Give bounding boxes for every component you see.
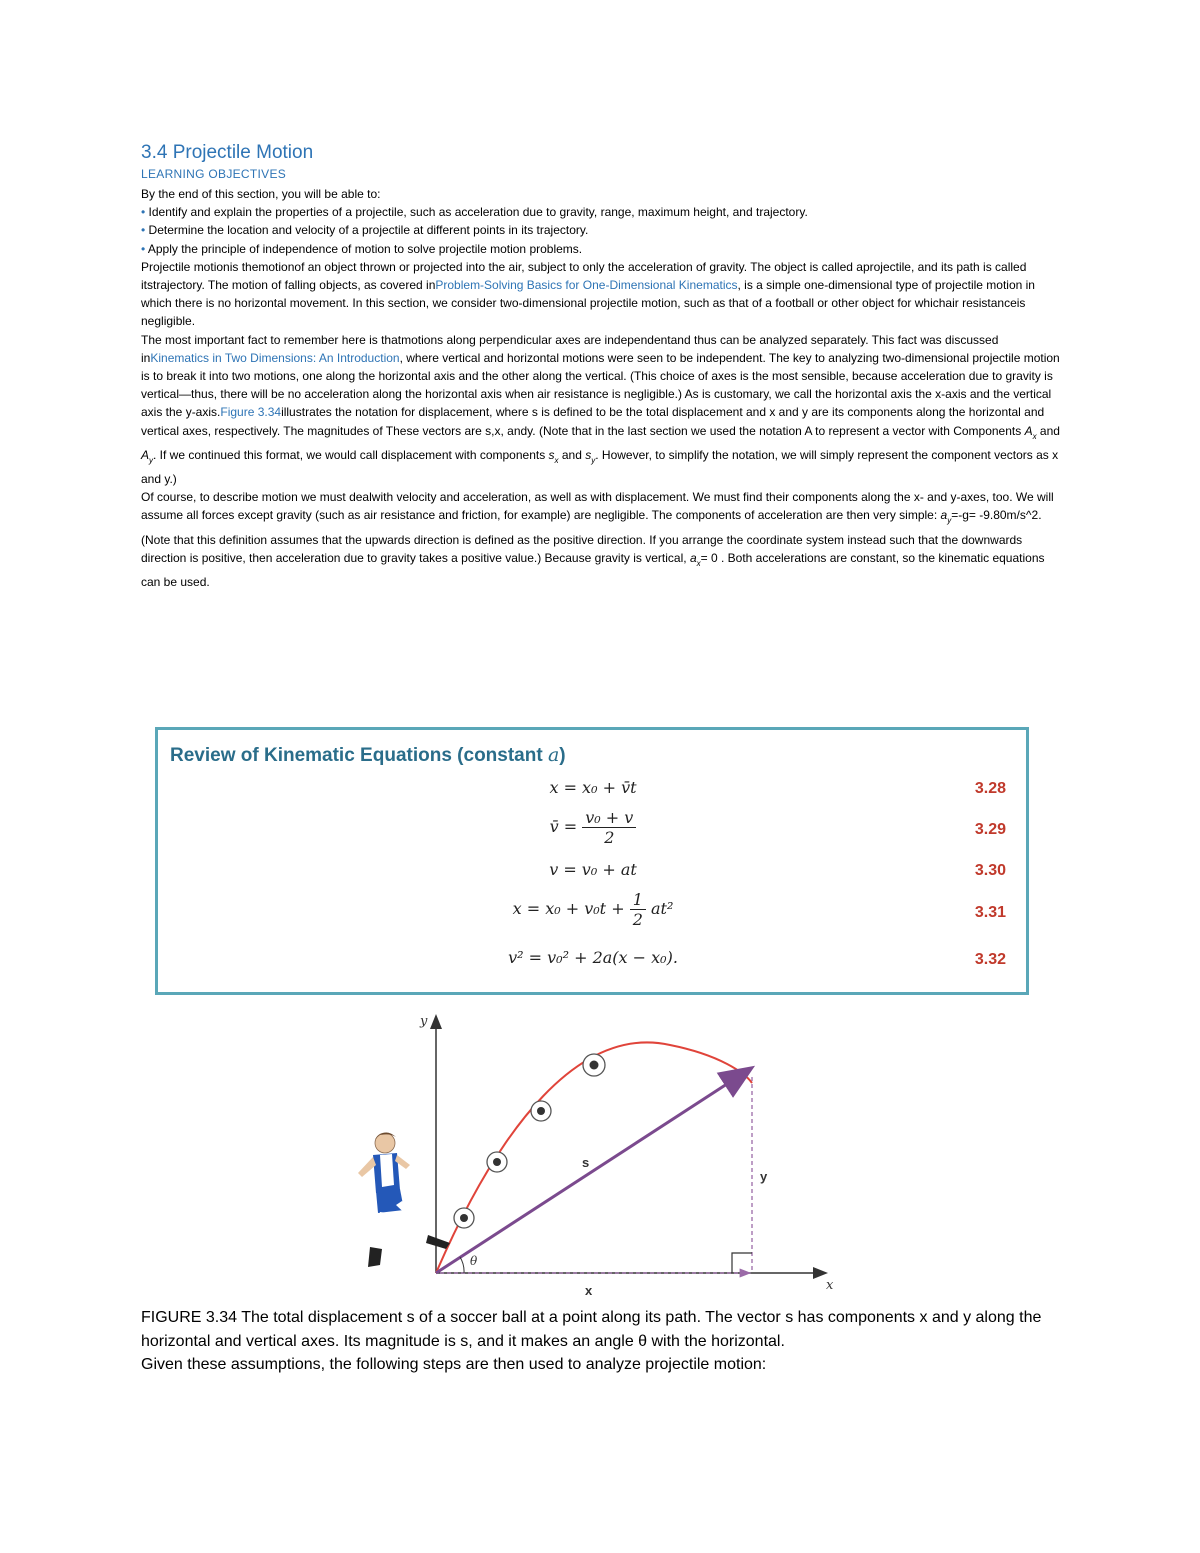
y-component-label: y <box>760 1169 768 1184</box>
s-label: s <box>582 1155 590 1170</box>
equation-3-31: x = x₀ + v₀t + $\frac{1}{2}$ at² <box>512 890 674 929</box>
body-text <box>141 185 1061 591</box>
equation-number: 3.28 <box>974 780 1006 797</box>
soccer-ball-icon <box>487 1152 507 1172</box>
link-kinematics-two-dimensions[interactable]: Kinematics in Two Dimensions: An Introduction <box>150 350 400 365</box>
x-axis-label: x <box>826 1278 834 1293</box>
equation-3-28: x = x₀ + v̄t <box>549 778 637 797</box>
bullet-mark: • <box>141 241 146 256</box>
intro-text: By the end of this section, you will be able to: <box>141 187 381 201</box>
displacement-vector <box>436 1069 750 1273</box>
trajectory-curve <box>436 1042 752 1273</box>
equation-number: 3.30 <box>974 862 1006 879</box>
learning-objectives-heading: LEARNING OBJECTIVES <box>141 167 287 181</box>
paragraph-projectile-definition: Projectile motionis themotionof an object thrown or projected into the air, subject to only the acceleration of gravity. The object is called aprojectile, and its path is called itstrajectory. The motion of falling objects, as covered inProblem-Solving Basics for One-Dimensional Kinematics, is a simple one-dimensional type of projectile motion in which there is no horizontal movement. In this section, we consider two-dimensional projectile motion, such as that of a football or other object for whichair resistanceis negligible. <box>141 259 1035 329</box>
equation-3-30: v = v₀ + at <box>549 860 637 879</box>
section-title: 3.4 Projectile Motion <box>141 142 314 163</box>
caption-text: FIGURE 3.34 The total displacement s of a soccer ball at a point along its path. The vector s has components x and y along the horizontal and vertical axes. Its magnitude is s, and it makes an angle θ with the horizontal. <box>141 1309 1042 1350</box>
equation-number: 3.31 <box>974 904 1006 921</box>
paragraph-acceleration: Of course, to describe motion we must dealwith velocity and acceleration, as well as with displacement. We must find their components along the x- and y-axes, too. We will assume all forces except gravity (such as air resistance and friction, for example) are negligible. The components of acceleration are then very simple: $a_y=-g=$ -9.80m/s^2. (Note that this definition assumes that the upwards direction is defined as the positive direction. If you arrange the coordinate system instead such that the downwards direction is positive, then acceleration due to gravity takes a positive value.) Because gravity is vertical, $a_x= 0$ . Both accelerations are constant, so the kinematic equations can be used. <box>141 490 1054 590</box>
equation-3-32: v² = v₀² + 2a(x − x₀). <box>508 948 678 967</box>
bullet-item: • Identify and explain the properties of a projectile, such as acceleration due to gravity, range, maximum height, and trajectory. <box>141 205 808 220</box>
bullet-mark: • <box>141 205 146 220</box>
figure-3-34 <box>340 1005 850 1305</box>
equation-3-29: v̄ = $\frac{\text{v₀ + v}}{2}$ <box>458 808 728 847</box>
right-angle-mark <box>732 1253 752 1273</box>
soccer-ball-icon <box>531 1101 551 1121</box>
link-figure-3-34[interactable]: Figure 3.34 <box>220 405 282 420</box>
soccer-ball-icon <box>454 1208 474 1228</box>
figure-caption <box>141 1306 1061 1377</box>
bullet-item: • Apply the principle of independence of motion to solve projectile motion problems. <box>141 241 583 256</box>
paragraph-independence: The most important fact to remember here is thatmotions along perpendicular axes are independentand thus can be analyzed separately. This fact was discussed inKinematics in Two Dimensions: An Introduction, where vertical and horizontal motions were seen to be independent. The key to analyzing two-dimensional projectile motion is to break it into two motions, one along the horizontal axis and the other along the vertical. (This choice of axes is the most sensible, because acceleration due to gravity is vertical—thus, there will be no acceleration along the horizontal axis when air resistance is negligible.) As is customary, we call the horizontal axis the x-axis and the vertical axis the y-axis.Figure 3.34illustrates the notation for displacement, where s is defined to be the total displacement and x and y are its components along the horizontal and vertical axes, respectively. The magnitudes of These vectors are s,x, andy. (Note that in the last section we used the notation A to represent a vector with Components $A_x$ and $A_y$. If we continued this format, we would call displacement with components $s_x$ and $s_y$. However, to simplify the notation, we will simply represent the component vectors as x and y.) <box>141 332 1060 487</box>
bullet-mark: • <box>141 223 146 238</box>
equation-number: 3.32 <box>974 951 1006 968</box>
soccer-ball-icon <box>583 1054 605 1076</box>
y-axis-label: y <box>420 1014 428 1029</box>
kinematic-equations-box <box>155 727 1029 995</box>
angle-arc <box>460 1257 464 1273</box>
review-title: Review of Kinematic Equations (constant a) <box>170 744 566 766</box>
bullet-item: • Determine the location and velocity of a projectile at different points in its trajectory. <box>141 223 589 238</box>
link-one-dimensional-kinematics[interactable]: Problem-Solving Basics for One-Dimensional Kinematics <box>435 278 738 293</box>
x-component-label: x <box>585 1283 593 1298</box>
theta-label: θ <box>470 1254 478 1268</box>
caption-followup: Given these assumptions, the following steps are then used to analyze projectile motion: <box>141 1356 767 1373</box>
equation-number: 3.29 <box>974 821 1006 838</box>
